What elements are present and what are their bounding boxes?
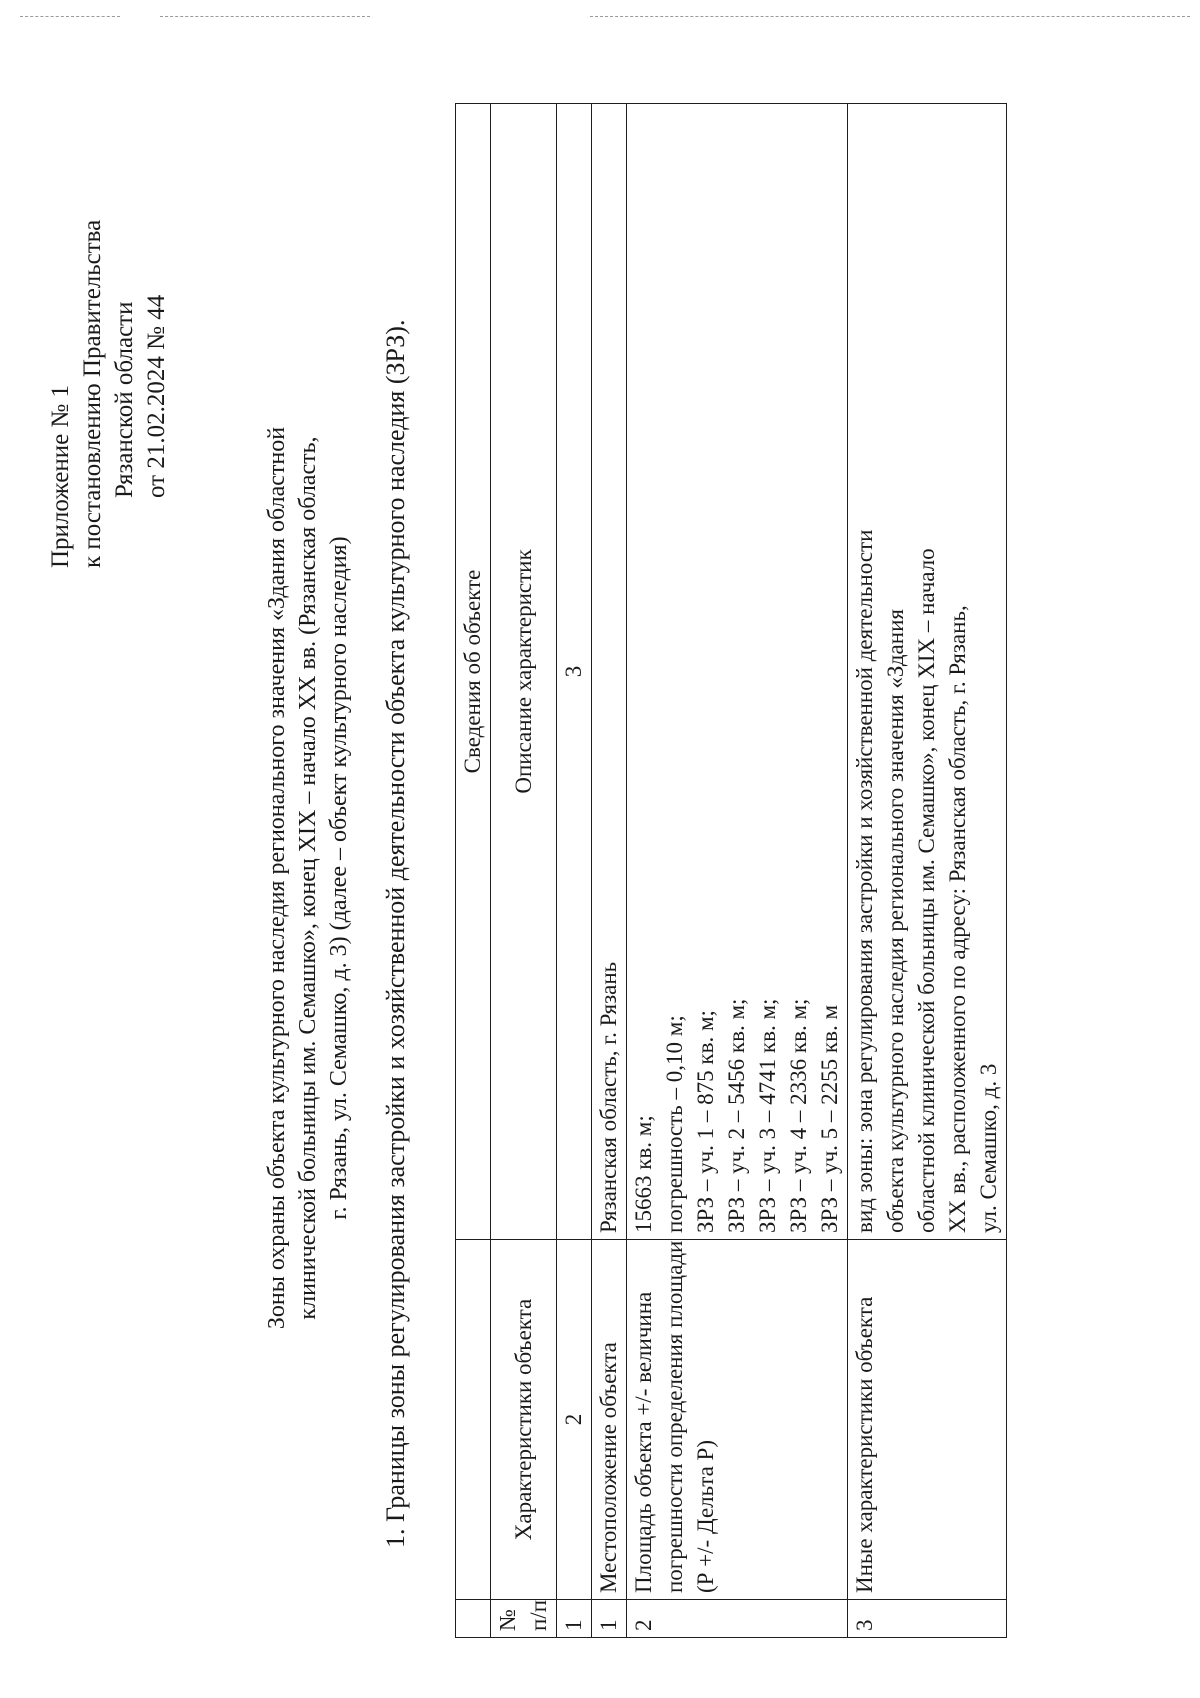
table-row: [848, 104, 1007, 1638]
row-description: 15663 кв. м; погрешность – 0,10 м; ЗРЗ – уч. 1 – 875 кв. м; ЗРЗ – уч. 2 – 5456 кв. м; ЗРЗ – уч. 3 – 4741 кв. м; ЗРЗ – уч. 4 – 2336 кв. м; ЗРЗ – уч. 5 – 2255 кв. м: [627, 104, 848, 1240]
appendix-decree: к постановлению Правительства: [79, 219, 106, 568]
row-number: 1: [592, 1600, 627, 1638]
appendix-date: от 21.02.2024 № 44: [143, 294, 170, 498]
title-line: клинической больницы им. Семашко», конец XIX – начало XX вв. (Рязанская область,: [295, 436, 321, 1320]
row-description: вид зоны: зона регулирования застройки и хозяйственной деятельности объекта культурного наследия регионального значения «Здания областной клинической больницы им. Семашко», конец XIX – начало XX вв., расположенного по адресу: Рязанская область, г. Рязань, ул. Семашко, д. 3: [848, 104, 1007, 1240]
row-number: 2: [627, 1600, 848, 1638]
table-caption-row: [456, 104, 491, 1638]
section-heading: 1. Границы зоны регулирования застройки и хозяйственной деятельности объекта культурного наследия (ЗРЗ).: [381, 319, 410, 1548]
column-number: 3: [557, 104, 592, 1240]
column-number: 1: [557, 1600, 592, 1638]
header-characteristics: Характеристики объекта: [491, 1240, 557, 1600]
appendix-region: Рязанской области: [111, 301, 138, 498]
column-number-row: [557, 104, 592, 1638]
appendix-number: Приложение № 1: [47, 384, 74, 568]
object-info-table: [455, 103, 1007, 1638]
title-line: г. Рязань, ул. Семашко, д. 3) (далее – объект культурного наследия): [326, 536, 352, 1220]
row-characteristic: Местоположение объекта: [592, 1240, 627, 1600]
appendix-block: [45, 220, 173, 568]
row-description: Рязанская область, г. Рязань: [592, 104, 627, 1240]
table-row: [592, 104, 627, 1638]
table-caption: Сведения об объекте: [456, 104, 491, 1240]
document-title: [262, 348, 355, 1408]
title-line: Зоны охраны объекта культурного наследия регионального значения «Здания областной: [264, 426, 290, 1330]
header-description: Описание характеристик: [491, 104, 557, 1240]
row-number: 3: [848, 1600, 1007, 1638]
header-number: № п/п: [491, 1600, 557, 1638]
row-characteristic: Площадь объекта +/- величина погрешности определения площади (Р +/- Дельта Р): [627, 1240, 848, 1600]
column-number: 2: [557, 1240, 592, 1600]
row-characteristic: Иные характеристики объекта: [848, 1240, 1007, 1600]
table-row: [627, 104, 848, 1638]
table-header-row: [491, 104, 557, 1638]
